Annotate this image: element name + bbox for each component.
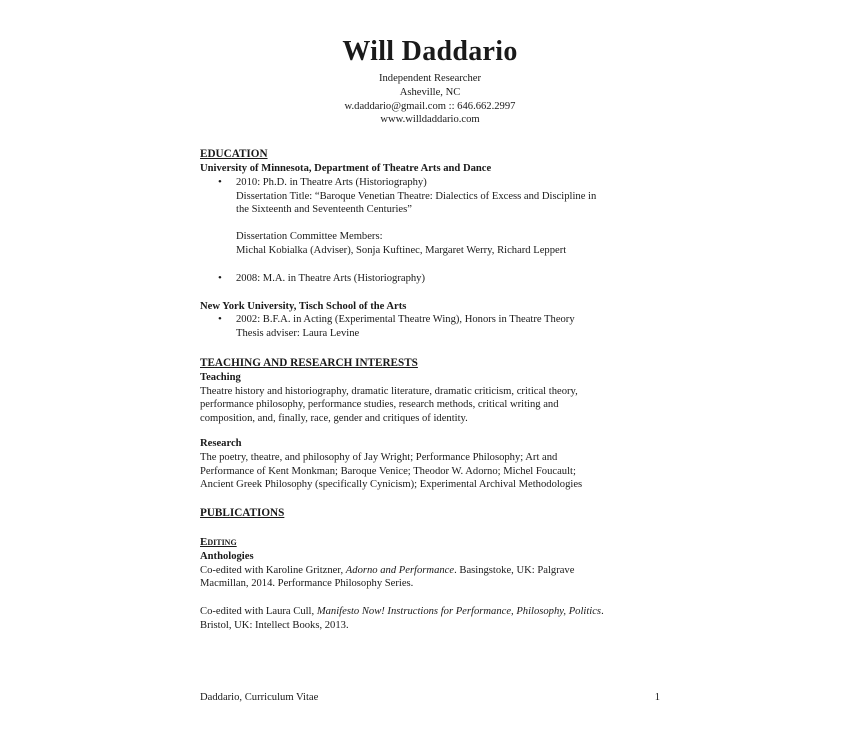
- author-title: Independent Researcher: [378, 73, 482, 84]
- footer-label: Daddario, Curriculum Vitae: [200, 692, 319, 703]
- page-footer: [200, 691, 660, 705]
- teaching-line: composition, and, finally, race, gender and critiques of identity.: [200, 413, 468, 425]
- nyu-degree-list: [200, 313, 660, 341]
- teaching-line: Theatre history and historiography, dramatic literature, dramatic criticism, critical theory,: [200, 385, 578, 397]
- research-label: Research: [200, 437, 242, 449]
- teaching-line: performance philosophy, performance studies, research methods, critical writing and: [200, 399, 559, 411]
- cv-page: [200, 36, 660, 633]
- publications-heading: PUBLICATIONS: [200, 507, 285, 520]
- research-line: Ancient Greek Philosophy (specifically Cynicism); Experimental Archival Methodologies: [200, 479, 583, 491]
- research-line: Performance of Kent Monkman; Baroque Venice; Theodor W. Adorno; Michel Foucault;: [200, 465, 576, 477]
- entry-prefix: Co-edited with Laura Cull,: [200, 606, 317, 618]
- list-item: [200, 176, 660, 272]
- entry-title: Adorno and Performance: [345, 564, 455, 576]
- thesis-adviser: Thesis adviser: Laura Levine: [236, 328, 360, 340]
- phd-degree: • 2010: Ph.D. in Theatre Arts (Historiography): [236, 176, 427, 188]
- committee-members: Michal Kobialka (Adviser), Sonja Kuftinec, Margaret Werry, Richard Leppert: [236, 244, 567, 256]
- editing-label: Editing: [200, 535, 237, 548]
- committee-label: Dissertation Committee Members:: [236, 231, 383, 243]
- teaching-label: Teaching: [200, 371, 241, 383]
- ma-degree: • 2008: M.A. in Theatre Arts (Historiography): [236, 272, 425, 284]
- author-location: Asheville, NC: [399, 86, 461, 98]
- entry-suffix: . Basingstoke, UK: Palgrave: [454, 564, 575, 576]
- bfa-degree: • 2002: B.F.A. in Acting (Experimental Theatre Wing), Honors in Theatre Theory: [236, 314, 575, 326]
- author-website: www.willdaddario.com: [380, 114, 480, 126]
- anthologies-label: Anthologies: [200, 550, 254, 562]
- cv-header: [200, 36, 660, 127]
- nyu-institution: New York University, Tisch School of the Arts: [200, 300, 407, 312]
- dissertation-title-line1: Dissertation Title: “Baroque Venetian Theatre: Dialectics of Excess and Discipline in: [236, 190, 597, 202]
- education-section: [200, 148, 660, 341]
- publication-entry: [200, 564, 660, 578]
- interests-section: [200, 357, 660, 492]
- entry-prefix: Co-edited with Karoline Gritzner,: [200, 564, 346, 576]
- page-number: 1: [654, 692, 660, 703]
- list-item: [200, 313, 660, 341]
- dissertation-title-line2: the Sixteenth and Seventeenth Centuries”: [236, 204, 412, 216]
- publication-entry-line2: Macmillan, 2014. Performance Philosophy Series.: [200, 578, 414, 590]
- umn-institution: University of Minnesota, Department of Theatre Arts and Dance: [200, 162, 492, 174]
- interests-heading: TEACHING AND RESEARCH INTERESTS: [200, 356, 418, 369]
- entry-title: Manifesto Now! Instructions for Performance, Philosophy, Politics: [316, 606, 602, 618]
- umn-degree-list: [200, 176, 660, 286]
- entry-suffix: .: [601, 606, 604, 618]
- research-line: The poetry, theatre, and philosophy of Jay Wright; Performance Philosophy; Art and: [200, 451, 558, 463]
- publication-entry-line2: Bristol, UK: Intellect Books, 2013.: [200, 619, 349, 631]
- author-contact: w.daddario@gmail.com :: 646.662.2997: [344, 100, 516, 112]
- publication-entry: [200, 605, 660, 619]
- list-item: [200, 272, 660, 286]
- education-heading: EDUCATION: [200, 148, 268, 161]
- publications-section: [200, 507, 660, 633]
- author-name: Will Daddario: [342, 36, 518, 67]
